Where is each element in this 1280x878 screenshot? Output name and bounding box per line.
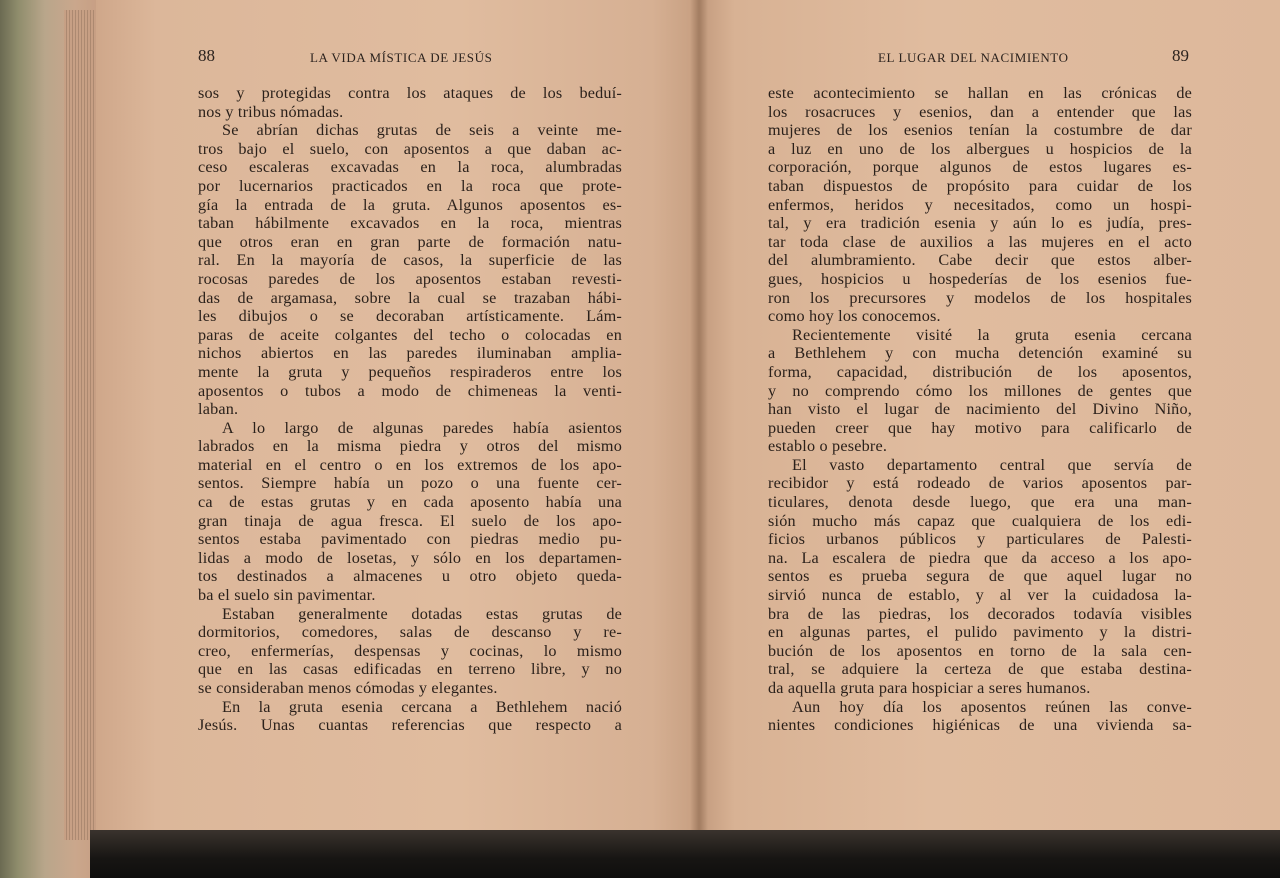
text-line: a Bethlehem y con mucha detención examiné su [768, 344, 1192, 363]
text-line: bra de las piedras, los decorados todavía visibles [768, 604, 1192, 623]
text-line: laban. [198, 400, 239, 419]
text-line: Recientemente visité la gruta esenia cercana [792, 325, 1192, 344]
text-line: das de argamasa, sobre la cual se trazaban hábi- [198, 288, 622, 307]
text-line: que otros eran en gran parte de formación natu- [198, 232, 622, 251]
text-line: El vasto departamento central que servía de [792, 455, 1192, 474]
text-line: enfermos, heridos y necesitados, como un hospi- [768, 195, 1192, 214]
text-line: este acontecimiento se hallan en las crónicas de [768, 84, 1192, 102]
text-line: Se abrían dichas grutas de seis a veinte me- [222, 121, 622, 140]
text-line: sirvió nunca de establo, y al ver la cuidadosa la- [768, 586, 1192, 605]
text-line: ceso escaleras excavadas en la roca, alumbradas [198, 158, 622, 177]
text-line: taban hábilmente excavados en la roca, mientras [198, 214, 622, 233]
text-line: recibidor y está rodeado de varios aposentos par- [768, 474, 1192, 493]
text-line: Aun hoy día los aposentos reúnen las conve- [792, 697, 1192, 716]
text-line: y no comprendo cómo los millones de gentes que [768, 381, 1192, 400]
text-line: mente la gruta y pequeños respiraderos entre los [198, 362, 622, 381]
text-line: se consideraban menos cómodas y elegantes. [198, 679, 498, 697]
left-page-body [198, 84, 622, 735]
text-line: han visto el lugar de nacimiento del Divino Niño, [768, 400, 1192, 419]
text-line: gues, hospicios u hospederías de los esenios fue- [768, 269, 1192, 288]
bottom-shadow [90, 830, 1280, 878]
text-line: tral, se adquiere la certeza de que estaba destina- [768, 660, 1192, 679]
text-line: nos y tribus nómadas. [198, 102, 344, 121]
text-line: sentos es prueba segura de que aquel lugar no [768, 567, 1192, 586]
text-line: na. La escalera de piedra que da acceso a los apo- [768, 548, 1192, 567]
text-line: a luz en uno de los albergues u hospicios de la [768, 139, 1192, 158]
text-line: sos y protegidas contra los ataques de los beduí- [198, 84, 622, 102]
text-line: gía la entrada de la gruta. Algunos aposentos es- [198, 195, 622, 214]
text-line: forma, capacidad, distribución de los aposentos, [768, 362, 1192, 381]
text-line: mujeres de los esenios tenían la costumbre de dar [768, 121, 1192, 140]
left-running-head: LA VIDA MÍSTICA DE JESÚS [310, 50, 493, 65]
text-line: A lo largo de algunas paredes había asientos [222, 418, 622, 437]
text-line: tros bajo el suelo, con aposentos a que daban ac- [198, 139, 622, 158]
text-line: gran tinaja de agua fresca. El suelo de los apo- [198, 511, 622, 530]
text-line: sentos estaba pavimentado con piedras medio pu- [198, 530, 622, 549]
text-line: sión mucho más capaz que cualquiera de los edi- [768, 511, 1192, 530]
text-line: tal, y era tradición esenia y aún lo es judía, pres- [768, 214, 1192, 233]
text-line: Estaban generalmente dotadas estas grutas de [222, 604, 622, 623]
text-line: labrados en la misma piedra y otros del mismo [198, 437, 622, 456]
text-line: ficios urbanos públicos y particulares de Palesti- [768, 530, 1192, 549]
right-page-body [768, 84, 1192, 735]
book-gutter [690, 0, 708, 845]
right-running-head: EL LUGAR DEL NACIMIENTO [878, 50, 1069, 65]
right-page-number: 89 [1172, 46, 1189, 65]
text-line: por lucernarios practicados en la roca que prote- [198, 176, 622, 195]
text-line: pueden creer que hay motivo para calificarlo de [768, 418, 1192, 437]
text-line: del alumbramiento. Cabe decir que estos alber- [768, 251, 1192, 270]
text-line: lidas a modo de losetas, y sólo en los departamen- [198, 548, 622, 567]
text-line: ba el suelo sin pavimentar. [198, 586, 376, 605]
left-page-number: 88 [198, 46, 215, 65]
text-line: nientes condiciones higiénicas de una vivienda sa- [768, 716, 1192, 735]
text-line: ral. En la mayoría de casos, la superficie de las [198, 251, 622, 270]
text-line: tar toda clase de auxilios a las mujeres en el acto [768, 232, 1192, 251]
text-line: creo, enfermerías, despensas y cocinas, lo mismo [198, 641, 622, 660]
text-line: da aquella gruta para hospiciar a seres humanos. [768, 679, 1091, 697]
text-line: nichos abiertos en las paredes iluminaban amplia- [198, 344, 622, 363]
text-line: ron los precursores y modelos de los hospitales [768, 288, 1192, 307]
text-line: material en el centro o en los extremos de los apo- [198, 455, 622, 474]
text-line: establo o pesebre. [768, 437, 888, 456]
text-line: les dibujos o se decoraban artísticamente. Lám- [198, 307, 622, 326]
text-line: ticulares, denota desde luego, que era una man- [768, 493, 1192, 512]
text-line: Jesús. Unas cuantas referencias que respecto a [198, 716, 622, 735]
text-line: rocosas paredes de los aposentos estaban revesti- [198, 269, 622, 288]
text-line: corporación, porque algunos de estos lugares es- [768, 158, 1192, 177]
text-line: taban dispuestos de propósito para cuidar de los [768, 176, 1192, 195]
text-line: ca de estas grutas y en cada aposento había una [198, 493, 622, 512]
text-line: bución de los aposentos en torno de la sala cen- [768, 641, 1192, 660]
text-line: En la gruta esenia cercana a Bethlehem nació [222, 697, 622, 716]
text-line: en algunas partes, el pulido pavimento y la distri- [768, 623, 1192, 642]
text-line: sentos. Siempre había un pozo o una fuente cer- [198, 474, 622, 493]
text-line: que en las casas edificadas en terreno libre, y no [198, 660, 622, 679]
text-line: aposentos o tubos a modo de chimeneas la venti- [198, 381, 622, 400]
text-line: tos destinados a almacenes u otro objeto queda- [198, 567, 622, 586]
text-line: como hoy los conocemos. [768, 307, 941, 326]
text-line: paras de aceite colgantes del techo o colocadas en [198, 325, 622, 344]
text-line: dormitorios, comedores, salas de descanso y re- [198, 623, 622, 642]
text-line: los rosacruces y esenios, dan a entender que las [768, 102, 1192, 121]
